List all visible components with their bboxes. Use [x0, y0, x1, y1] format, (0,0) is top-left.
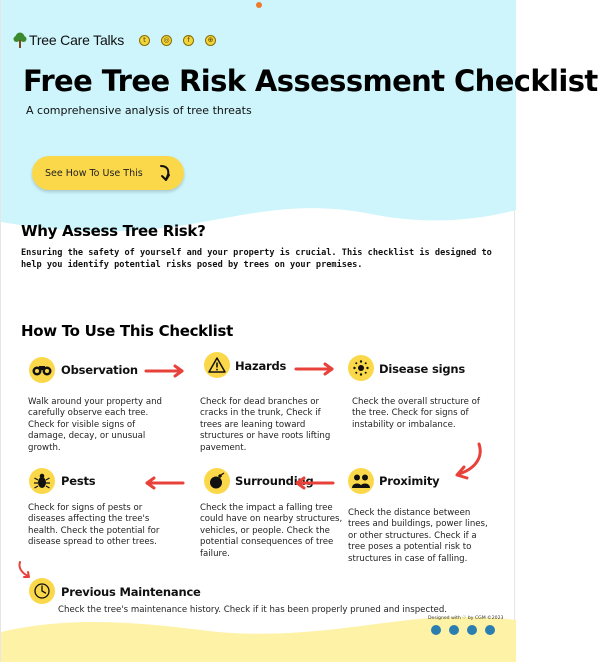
footer-credit: Designed with ♡ by CGM ©2023 — [428, 616, 504, 621]
proximity-step-icon — [348, 468, 374, 494]
binoculars-icon — [32, 363, 52, 377]
people-icon — [351, 473, 371, 489]
proximity-desc: Check the distance between trees and buildings, power lines, or other structures. Check if a tree poses a potential risk to structures in case of falling. — [348, 508, 488, 564]
surrounding-title: Surrounding — [235, 474, 314, 488]
virus-icon — [352, 359, 370, 377]
disease-step-icon — [348, 355, 374, 381]
facebook-icon[interactable] — [467, 625, 477, 635]
arrow-left-icon — [143, 476, 185, 490]
observation-title: Observation — [61, 363, 138, 377]
disease-desc: Check the overall structure of the tree. Check for signs of instability or imbalance. — [352, 397, 480, 430]
see-how-button[interactable] — [32, 156, 184, 190]
maintenance-desc: Check the tree's maintenance history. Check if it has been properly pruned and inspected. — [58, 605, 448, 615]
pests-title: Pests — [61, 474, 96, 488]
twitter-icon[interactable] — [431, 625, 441, 635]
twitter-icon[interactable]: t — [139, 35, 150, 46]
brand-name: Tree Care Talks — [29, 32, 125, 48]
arrow-curve-down-icon — [447, 440, 487, 480]
instagram-icon[interactable]: ◎ — [161, 35, 172, 46]
page-title: Free Tree Risk Assessment Checklist — [23, 64, 598, 98]
page-subtitle: A comprehensive analysis of tree threats — [26, 104, 252, 117]
curved-arrow-icon — [158, 164, 174, 182]
hazards-desc: Check for dead branches or cracks in the trunk, Check if trees are leaning toward structures or have roots lifting pavement. — [200, 397, 331, 453]
why-heading: Why Assess Tree Risk? — [21, 222, 206, 240]
see-how-button-label: See How To Use This — [45, 167, 143, 179]
proximity-title: Proximity — [379, 474, 440, 488]
warning-icon — [208, 357, 226, 373]
arrow-right-icon — [144, 364, 186, 378]
arrow-curve-small-icon — [16, 560, 34, 582]
decorative-dot — [256, 2, 262, 8]
surrounding-desc: Check the impact a falling tree could have on nearby structures, vehicles, or people. Check the potential consequences of tree failure. — [200, 503, 343, 559]
bug-icon — [33, 472, 51, 490]
how-heading: How To Use This Checklist — [21, 322, 234, 340]
surrounding-step-icon — [204, 468, 230, 494]
observation-step-icon — [29, 357, 55, 383]
social-links-footer — [431, 625, 495, 635]
pests-desc: Check for signs of pests or diseases affecting the tree's health. Check the potential for disease spread to other trees. — [28, 503, 160, 548]
arrow-right-icon — [294, 362, 336, 376]
bomb-icon — [208, 472, 226, 490]
maintenance-title: Previous Maintenance — [61, 585, 201, 599]
tree-icon — [13, 32, 27, 48]
website-icon[interactable]: ⊕ — [205, 35, 216, 46]
why-body: Ensuring the safety of yourself and your property is crucial. This checklist is designed to help you identify potential risks posed by trees on your premises. — [21, 248, 492, 270]
website-icon[interactable] — [485, 625, 495, 635]
facebook-icon[interactable]: f — [183, 35, 194, 46]
observation-desc: Walk around your property and carefully observe each tree. Check for visible signs of damage, decay, or unusual growth. — [28, 397, 162, 453]
social-links-top — [139, 35, 216, 46]
instagram-icon[interactable] — [449, 625, 459, 635]
maintenance-icon — [33, 582, 51, 600]
disease-title: Disease signs — [379, 362, 465, 376]
brand-logo[interactable] — [13, 32, 124, 48]
arrow-left-icon — [293, 476, 335, 490]
hazards-step-icon — [204, 352, 230, 378]
hazards-title: Hazards — [235, 359, 287, 373]
pests-step-icon — [29, 468, 55, 494]
